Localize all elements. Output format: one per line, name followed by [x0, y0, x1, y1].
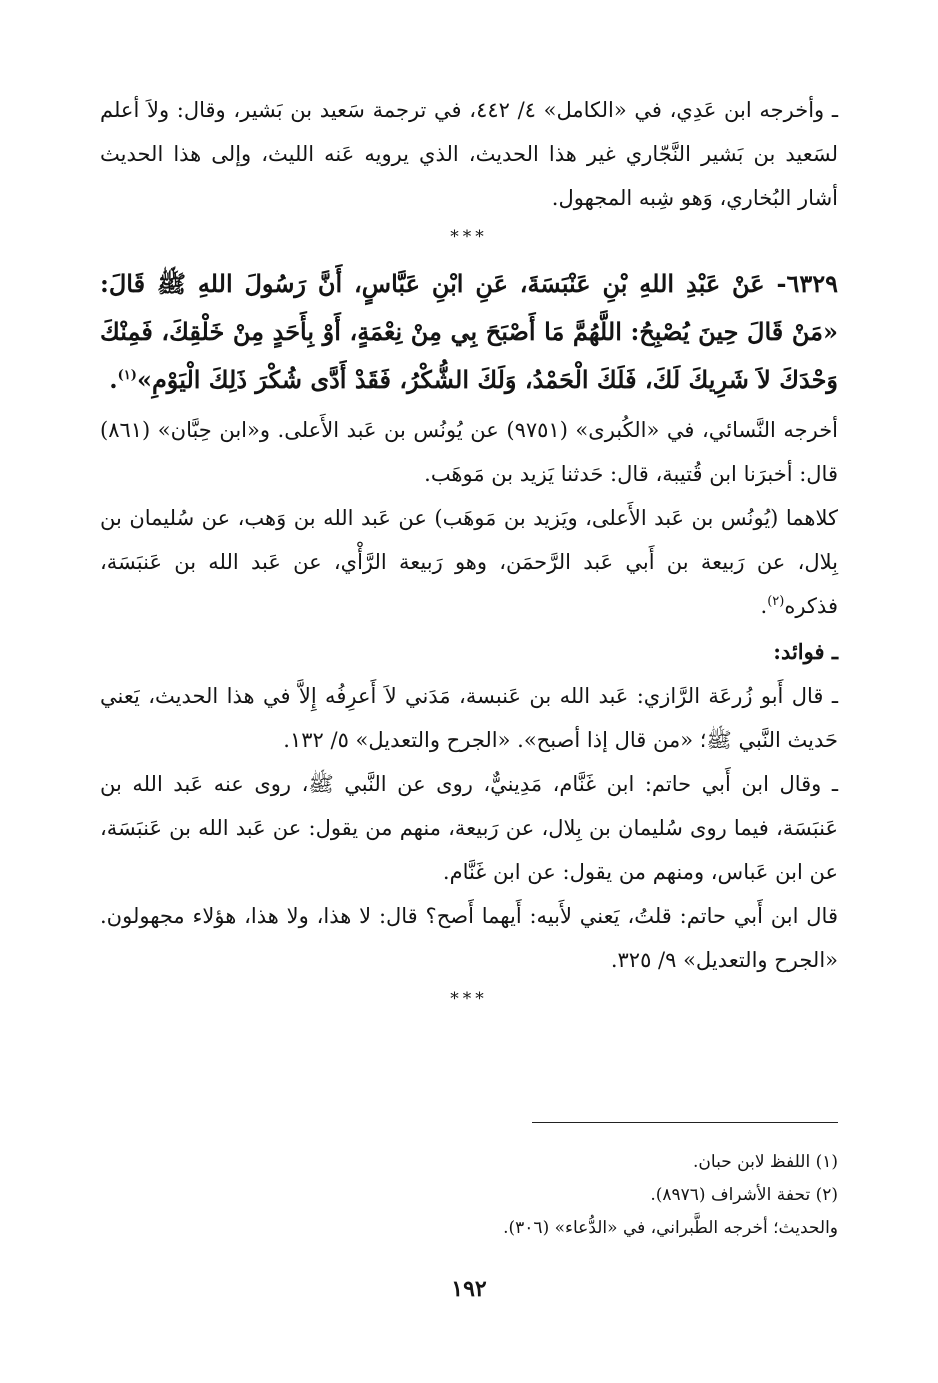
- paragraph-chain-text: كلاهما (يُونُس بن عَبد الأَعلى، ويَزيد بن مَوهَب) عن عَبد الله بن وَهب، عن سُليمان بن بِلال، عن رَبيعة بن أَبي عَبد الرَّحمَن، وهو رَبيعة الرَّأْي، عن عَبد الله بن عَنبَسَة، فذكره: [100, 506, 838, 618]
- footnote-2: (٢) تحفة الأشراف (٨٩٧٦).: [650, 1185, 838, 1205]
- paragraph-ibn-abi-hatim-2: قال ابن أَبي حاتم: قلتُ، يَعني لأَبيه: أَيهما أَصح؟ قال: لا هذا، ولا هذا، هؤلاء مجهولون. «الجرح والتعديل» ٩/ ٣٢٥.: [100, 904, 838, 972]
- footnote-marker-2: (٢): [767, 594, 785, 609]
- hadith-end-mark: .: [109, 365, 118, 394]
- footnote-marker-1: (١): [117, 368, 137, 383]
- footnotes: [360, 1146, 838, 1245]
- paragraph-takhrij: أخرجه النَّسائي، في «الكُبرى» (٩٧٥١) عن يُونُس بن عَبد الأَعلى. و«ابن حِبَّان» (٨٦١) قال: أخبرَنا ابن قُتيبة، قال: حَدثنا يَزيد بن مَوهَب.: [100, 418, 839, 486]
- separator-stars-end: ***: [450, 989, 488, 1009]
- hadith-body: ٦٣٢٩- عَنْ عَبْدِ اللهِ بْنِ عَنْبَسَةَ، عَنِ ابْنِ عَبَّاسٍ، أَنَّ رَسُولَ اللهِ ﷺ قَالَ: «مَنْ قَالَ حِينَ يُصْبِحُ: اللَّهُمَّ مَا أَصْبَحَ بِي مِنْ نِعْمَةٍ، أَوْ بِأَحَدٍ مِنْ خَلْقِكَ، فَمِنْكَ وَحْدَكَ لاَ شَرِيكَ لَكَ، فَلَكَ الْحَمْدُ، وَلَكَ الشُّكْرُ، فَقَدْ أَدَّى شُكْرَ ذَلِكَ الْيَوْمِ»: [100, 269, 838, 394]
- footnote-2-continued: والحديث؛ أخرجه الطَّبراني، في «الدُّعاء» (٣٠٦).: [503, 1218, 838, 1238]
- page-body: [100, 88, 838, 1022]
- page-number: ١٩٢: [451, 1276, 487, 1302]
- footnote-1: (١) اللفظ لابن حبان.: [693, 1152, 838, 1172]
- paragraph-ibn-adi: ـ وأخرجه ابن عَدِي، في «الكامل» ٤/ ٤٤٢، في ترجمة سَعيد بن بَشير، وقال: ولاَ أعلم لسَعيد بن بَشير النَّجّاري غير هذا الحديث، الذي يرويه عَنه الليث، وإلى هذا الحديث أشار البُخاري، وَهو شِبه المجهول.: [100, 98, 838, 210]
- paragraph-abu-zura: ـ قال أَبو زُرعَة الرَّازي: عَبد الله بن عَنبسة، مَدَني لاَ أَعرِفُه إِلاَّ في هذا الحديث، يَعني حَديث النَّبي ﷺ؛ «من قال إذا أصبح». «الجرح والتعديل» ٥/ ١٣٢.: [100, 684, 838, 752]
- paragraph-ibn-abi-hatim-1: ـ وقال ابن أَبي حاتم: ابن غَنَّام، مَدِينيٌّ، روى عن النَّبي ﷺ، روى عنه عَبد الله بن عَنبَسَة، فيما روى سُليمان بن بِلال، عن رَبيعة، منهم من يقول: عن عَبد الله بن عَنبَسَة، عن ابن عَباس، ومنهم من يقول: عن ابن غَنَّام.: [100, 772, 838, 884]
- hadith-text: [100, 260, 838, 404]
- footnote-divider: [532, 1122, 838, 1123]
- benefits-heading: ـ فوائد:: [773, 639, 838, 664]
- paragraph-chain-end: .: [760, 594, 768, 618]
- paragraph-chain: [100, 496, 838, 628]
- separator-stars: ***: [450, 227, 488, 247]
